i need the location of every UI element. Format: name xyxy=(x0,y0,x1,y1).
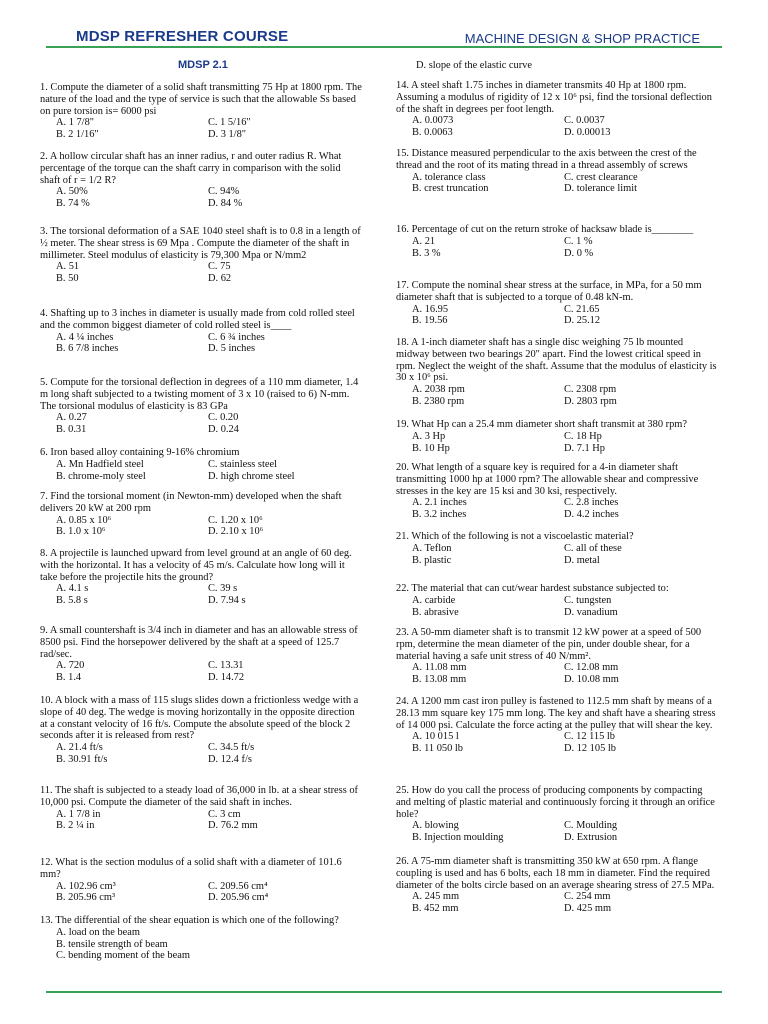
question-stem: 14. A steel shaft 1.75 inches in diameter transmits 40 Hp at 1800 rpm. Assuming a modulus of rigidity of 12 x 10⁶ psi, find the torsional deflection of the shaft in degrees per foot length. xyxy=(396,80,712,115)
option-b: B. 6 7/8 inches xyxy=(56,343,119,355)
option-a: A. 4.1 s xyxy=(56,583,89,595)
question-22 xyxy=(396,583,718,618)
subject-title: MACHINE DESIGN & SHOP PRACTICE xyxy=(464,31,700,46)
option-b: B. crest truncation xyxy=(412,183,489,195)
options xyxy=(56,583,363,607)
option-c: C. 1 % xyxy=(564,235,593,247)
option-b: B. 3 % xyxy=(412,247,441,259)
option-b: B. 13.08 mm xyxy=(412,674,467,686)
question-13-option-d xyxy=(396,60,718,72)
options xyxy=(412,891,718,915)
option-d: D. 0.24 xyxy=(208,424,239,436)
option-b: B. 2 ¼ in xyxy=(56,820,95,832)
options xyxy=(412,304,718,328)
question-14 xyxy=(396,80,718,139)
option-b: B. 1.0 x 10⁶ xyxy=(56,526,106,538)
question-stem: 7. Find the torsional moment (in Newton-mm) developed when the shaft delivers 20 kW at 200 rpm xyxy=(40,491,342,514)
option-c: C. 39 s xyxy=(208,583,238,595)
option-c: C. 1.20 x 10⁶ xyxy=(208,514,263,526)
question-stem: 20. What length of a square key is required for a 4-in diameter shaft transmitting 1000 hp at 1000 rpm? The allowable shear and compressive stresses in the key are 15 ksi and 30 ksi, respectively. xyxy=(396,462,699,497)
options xyxy=(56,927,363,962)
option-b: B. 5.8 s xyxy=(56,595,88,607)
option-b: B. tensile strength of beam xyxy=(56,938,168,950)
option-b: B. 19.56 xyxy=(412,315,448,327)
option-a: A. 245 mm xyxy=(412,891,460,903)
option-c: C. 18 Hp xyxy=(564,430,602,442)
option-d: D. 425 mm xyxy=(564,903,612,915)
options xyxy=(56,742,363,766)
question-15 xyxy=(396,148,718,195)
option-a: A. 4 ¼ inches xyxy=(56,331,114,343)
option-c: C. 12.08 mm xyxy=(564,662,619,674)
options xyxy=(412,595,718,619)
option-b: B. 205.96 cm³ xyxy=(56,892,116,904)
option-b: B. abrasive xyxy=(412,606,459,618)
option-c: C. 209.56 cm⁴ xyxy=(208,880,268,892)
option-a: A. 10 015 l xyxy=(412,731,459,743)
question-4 xyxy=(40,308,363,355)
option-b: B. 11 050 lb xyxy=(412,743,463,755)
options xyxy=(56,117,363,141)
option-c: C. 13.31 xyxy=(208,660,244,672)
options xyxy=(412,731,718,755)
option-d: D. tolerance limit xyxy=(564,183,637,195)
option-a: A. 2.1 inches xyxy=(412,497,467,509)
options xyxy=(412,431,718,455)
option-d: D. high chrome steel xyxy=(208,470,295,482)
question-23 xyxy=(396,627,718,686)
options xyxy=(56,332,363,356)
question-stem: 25. How do you call the process of producing components by compacting and melting of plastic material and continuously forcing it through an orifice hole? xyxy=(396,785,715,820)
option-c: C. all of these xyxy=(564,542,622,554)
options xyxy=(56,412,363,436)
option-a: A. 0.0073 xyxy=(412,115,454,127)
question-stem: 4. Shafting up to 3 inches in diameter is usually made from cold rolled steel and the common biggest diameter of cold rolled steel is____ xyxy=(40,308,355,331)
option-c: C. 2308 rpm xyxy=(564,384,617,396)
option-a: A. 50% xyxy=(56,186,88,198)
question-stem: 1. Compute the diameter of a solid shaft transmitting 75 Hp at 1800 rpm. The nature of the load and the type of service is such that the allowable Ss based on pure torsion is= 6000 psi xyxy=(40,82,362,117)
option-b: B. 0.0063 xyxy=(412,127,453,139)
question-20 xyxy=(396,462,718,521)
options xyxy=(56,515,363,539)
option-b: B. 2 1/16" xyxy=(56,129,99,141)
question-5 xyxy=(40,377,363,436)
option-d: D. 14.72 xyxy=(208,672,245,684)
options xyxy=(56,660,363,684)
option-b: B. 452 mm xyxy=(412,903,459,915)
option-a: A. carbide xyxy=(412,594,456,606)
question-17 xyxy=(396,280,718,327)
question-stem: 9. A small countershaft is 3/4 inch in diameter and has an allowable stress of 8500 psi. Find the horsepower delivered by the shaft at a speed of 125.7 rad/sec. xyxy=(40,625,358,660)
question-stem: 11. The shaft is subjected to a steady load of 36,000 in lb. at a shear stress of 10,000 psi. Compute the diameter of the said shaft in inches. xyxy=(40,785,358,808)
option-a: A. 21 xyxy=(412,235,436,247)
option-a: A. 16.95 xyxy=(412,303,449,315)
options xyxy=(416,60,718,72)
question-stem: 23. A 50-mm diameter shaft is to transmit 12 kW power at a speed of 500 rpm, determine the mean diameter of the pin, under double shear, for a material having a safe unit stress of 40 N/mm². xyxy=(396,627,702,662)
question-10 xyxy=(40,695,363,766)
question-19 xyxy=(396,419,718,454)
option-b: B. 30.91 ft/s xyxy=(56,753,108,765)
column-divider xyxy=(383,50,384,990)
option-d: D. 3 1/8" xyxy=(208,129,247,141)
question-stem: 22. The material that can cut/wear hardest substance subjected to: xyxy=(396,583,669,594)
option-c: C. 2.8 inches xyxy=(564,497,619,509)
option-a: A. 0.27 xyxy=(56,412,87,424)
option-b: B. chrome-moly steel xyxy=(56,470,146,482)
option-a: A. 102.96 cm³ xyxy=(56,880,116,892)
options xyxy=(412,236,718,260)
question-stem: 13. The differential of the shear equation is which one of the following? xyxy=(40,915,339,926)
option-c: C. crest clearance xyxy=(564,171,638,183)
option-d: D. 205.96 cm⁴ xyxy=(208,892,269,904)
option-a: A. 11.08 mm xyxy=(412,662,467,674)
option-c: C. 94% xyxy=(208,186,240,198)
option-a: A. 51 xyxy=(56,261,80,273)
option-c: C. 1 5/16" xyxy=(208,117,251,129)
question-7 xyxy=(40,491,363,538)
options xyxy=(56,186,363,210)
question-stem: 12. What is the section modulus of a solid shaft with a diameter of 101.6 mm? xyxy=(40,857,342,880)
question-stem: 18. A 1-inch diameter shaft has a single disc weighing 75 lb mounted midway between two bearings 20" apart. Find the lowest critical speed in rpm. Neglect the weight of the shaft. Assume that the modulus of elasticity is 30 x 10⁶ psi. xyxy=(396,337,717,384)
question-16 xyxy=(396,224,718,259)
question-stem: 2. A hollow circular shaft has an inner radius, r and outer radius R. What percentage of the torque can the shaft carry in comparison with the solid shaft of r = 1/2 R? xyxy=(40,151,342,186)
option-d: D. 0 % xyxy=(564,247,594,259)
option-d: D. vanadium xyxy=(564,606,618,618)
option-a: A. 720 xyxy=(56,660,85,672)
question-21 xyxy=(396,531,718,566)
option-b: B. 2380 rpm xyxy=(412,395,465,407)
question-stem: 15. Distance measured perpendicular to the axis between the crest of the thread and the root of its mating thread in a thread assembly of screws xyxy=(396,148,697,171)
options xyxy=(412,172,718,196)
option-c: C. Moulding xyxy=(564,820,618,832)
options xyxy=(412,820,718,844)
question-13 xyxy=(40,915,363,962)
question-stem: 8. A projectile is launched upward from level ground at an angle of 60 deg. with the horizontal. It has a velocity of 45 m/s. Calculate how long will it take before the projectile hits the ground? xyxy=(40,548,352,583)
question-stem: 21. Which of the following is not a viscoelastic material? xyxy=(396,531,634,542)
question-stem: 10. A block with a mass of 115 slugs slides down a frictionless wedge with a slope of 40 deg. The wedge is moving horizontally in the opposite direction at a constant velocity of 16 ft/s. Compute the absolute speed of the block 2 seconds after it is released from rest? xyxy=(40,695,359,742)
option-c: C. tungsten xyxy=(564,594,612,606)
question-18 xyxy=(396,337,718,408)
option-a: A. 3 Hp xyxy=(412,430,446,442)
set-title: MDSP 2.1 xyxy=(178,59,228,71)
question-26 xyxy=(396,856,718,915)
header-rule xyxy=(46,46,722,48)
option-d: D. Extrusion xyxy=(564,832,618,844)
option-d: D. 25.12 xyxy=(564,315,601,327)
question-6 xyxy=(40,447,363,482)
question-2 xyxy=(40,151,363,210)
option-b: B. 3.2 inches xyxy=(412,509,467,521)
option-d: D. 4.2 inches xyxy=(564,509,619,521)
option-d: D. 84 % xyxy=(208,198,243,210)
question-25 xyxy=(396,785,718,844)
option-d: D. 10.08 mm xyxy=(564,674,619,686)
option-a: A. load on the beam xyxy=(56,926,140,938)
question-stem: 16. Percentage of cut on the return stroke of hacksaw blade is________ xyxy=(396,224,694,235)
option-b: B. 1.4 xyxy=(56,672,82,684)
option-d: D. 7.94 s xyxy=(208,595,246,607)
question-3 xyxy=(40,226,363,285)
option-c: C. 21.65 xyxy=(564,303,600,315)
question-12 xyxy=(40,857,363,904)
option-c: C. 0.0037 xyxy=(564,115,605,127)
option-c: C. 3 cm xyxy=(208,808,241,820)
option-b: B. 50 xyxy=(56,273,79,285)
options xyxy=(56,459,363,483)
options xyxy=(56,809,363,833)
option-a: A. 21.4 ft/s xyxy=(56,742,103,754)
option-c: C. bending moment of the beam xyxy=(56,950,190,962)
footer-rule xyxy=(46,991,722,993)
option-a: A. 2038 rpm xyxy=(412,384,465,396)
question-8 xyxy=(40,548,363,607)
option-d: D. metal xyxy=(564,554,600,566)
question-stem: 3. The torsional deformation of a SAE 1040 steel shaft is to 0.8 in a length of ½ meter. The shear stress is 69 Mpa . Compute the diameter of the shaft in millimeter. Steel modulus of elasticity is 79,300 Mpa or N/mm2 xyxy=(40,226,361,261)
option-b: B. Injection moulding xyxy=(412,832,504,844)
option-b: B. plastic xyxy=(412,554,452,566)
options xyxy=(412,543,718,567)
option-d: D. 2803 rpm xyxy=(564,395,617,407)
options xyxy=(56,881,363,905)
question-stem: 5. Compute for the torsional deflection in degrees of a 110 mm diameter, 1.4 m long shaft subjected to a twisting moment of 3 x 10 (raised to 6) N-mm. The torsional modulus of elasticity is 83 GPa xyxy=(40,377,359,412)
option-c: C. 0.20 xyxy=(208,412,239,424)
option-c: C. 6 ¾ inches xyxy=(208,331,265,343)
option-b: B. 10 Hp xyxy=(412,442,450,454)
option-c: C. 75 xyxy=(208,261,231,273)
option-c: C. 34.5 ft/s xyxy=(208,742,255,754)
option-a: A. Mn Hadfield steel xyxy=(56,458,144,470)
question-11 xyxy=(40,785,363,832)
options xyxy=(412,384,718,408)
question-stem: 19. What Hp can a 25.4 mm diameter short shaft transmit at 380 rpm? xyxy=(396,419,687,430)
option-a: A. tolerance class xyxy=(412,171,486,183)
option-d: D. 76.2 mm xyxy=(208,820,258,832)
question-9 xyxy=(40,625,363,684)
question-1 xyxy=(40,82,363,141)
option-d: D. 5 inches xyxy=(208,343,256,355)
question-stem: 26. A 75-mm diameter shaft is transmitting 350 kW at 650 rpm. A flange coupling is used and has 6 bolts, each 18 mm in diameter. Find the required diameter of the bolts circle based on an average shearing stress of 27.5 MPa. xyxy=(396,856,715,891)
option-d: D. slope of the elastic curve xyxy=(416,60,532,71)
option-c: C. 12 115 lb xyxy=(564,731,615,743)
option-a: A. 1 7/8 in xyxy=(56,808,101,820)
option-b: B. 0.31 xyxy=(56,424,87,436)
option-c: C. 254 mm xyxy=(564,891,611,903)
options xyxy=(412,115,718,139)
option-b: B. 74 % xyxy=(56,198,90,210)
question-stem: 24. A 1200 mm cast iron pulley is fastened to 112.5 mm shaft by means of a 28.13 mm square key 175 mm long. The key and shaft have a shearing stress of 14 000 psi. Calculate the force acting at the pulley that will shear the key. xyxy=(396,696,716,731)
question-stem: 17. Compute the nominal shear stress at the surface, in MPa, for a 50 mm diameter shaft that is subjected to a torque of 0.48 kN-m. xyxy=(396,280,702,303)
options xyxy=(412,662,718,686)
option-d: D. 7.1 Hp xyxy=(564,442,605,454)
option-a: A. Teflon xyxy=(412,542,452,554)
options xyxy=(412,497,718,521)
option-d: D. 2.10 x 10⁶ xyxy=(208,526,264,538)
option-d: D. 12 105 lb xyxy=(564,743,616,755)
option-d: D. 0.00013 xyxy=(564,127,611,139)
question-24 xyxy=(396,696,718,755)
option-c: C. stainless steel xyxy=(208,458,277,470)
option-a: A. 1 7/8" xyxy=(56,117,95,129)
option-a: A. 0.85 x 10⁶ xyxy=(56,514,112,526)
course-title: MDSP REFRESHER COURSE xyxy=(76,28,289,45)
option-a: A. blowing xyxy=(412,820,459,832)
option-d: D. 12.4 f/s xyxy=(208,753,252,765)
question-stem: 6. Iron based alloy containing 9-16% chromium xyxy=(40,447,240,458)
option-d: D. 62 xyxy=(208,273,232,285)
options xyxy=(56,261,363,285)
